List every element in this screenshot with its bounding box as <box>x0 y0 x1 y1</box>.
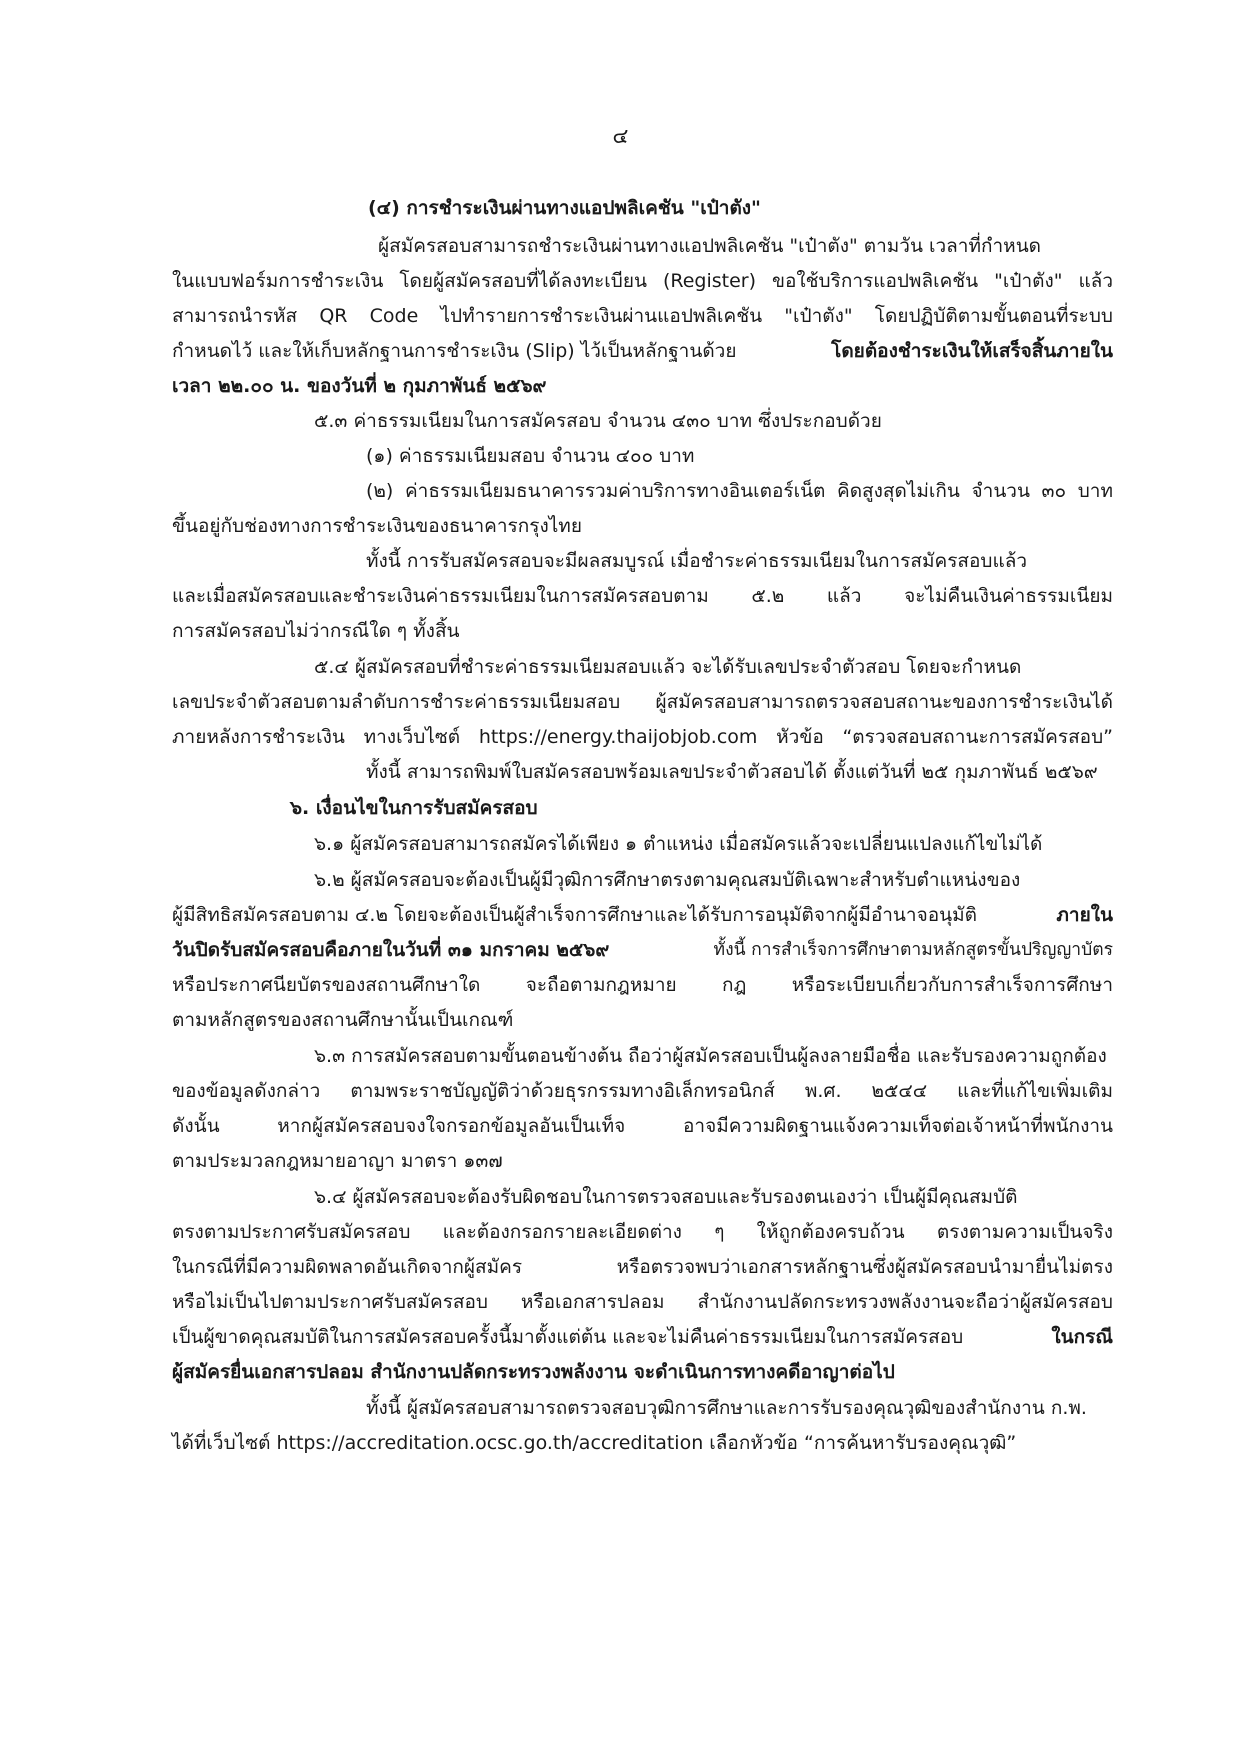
section-heading-6: ๖. เงื่อนไขในการรับสมัครสอบ <box>290 797 538 819</box>
paragraph-line: และเมื่อสมัครสอบและชำระเงินค่าธรรมเนียมในการสมัครสอบตาม ๕.๒ แล้ว จะไม่คืนเงินค่าธรรมเนียม <box>172 585 1113 607</box>
paragraph-line: ตามประมวลกฎหมายอาญา มาตรา ๑๓๗ <box>172 1150 503 1172</box>
paragraph-line: กำหนดไว้ และให้เก็บหลักฐานการชำระเงิน (Slip) ไว้เป็นหลักฐานด้วย <box>172 340 737 362</box>
clause-5-3-item-2: (๒) ค่าธรรมเนียมธนาคารรวมค่าบริการทางอินเตอร์เน็ต คิดสูงสุดไม่เกิน จำนวน ๓๐ บาท <box>366 480 1113 502</box>
paragraph-line: หรือประกาศนียบัตรของสถานศึกษาใด จะถือตามกฎหมาย กฎ หรือระเบียบเกี่ยวกับการสำเร็จการศึกษา <box>172 974 1113 996</box>
section-heading-pao-tang: (๔) การชำระเงินผ่านทางแอปพลิเคชัน "เป๋าตัง" <box>368 197 761 219</box>
paragraph-line: ผู้สมัครสอบสามารถชำระเงินผ่านทางแอปพลิเคชัน "เป๋าตัง" ตามวัน เวลาที่กำหนด <box>378 235 1042 257</box>
accreditation-link-line: ได้ที่เว็บไซต์ https://accreditation.ocsc.go.th/accreditation เลือกหัวข้อ “การค้นหารับรองคุณวุฒิ” <box>172 1432 1017 1454</box>
paragraph-line: ทั้งนี้ สามารถพิมพ์ใบสมัครสอบพร้อมเลขประจำตัวสอบได้ ตั้งแต่วันที่ ๒๕ กุมภาพันธ์ ๒๕๖๙ <box>366 761 1098 783</box>
paragraph-line: ตามหลักสูตรของสถานศึกษานั้นเป็นเกณฑ์ <box>172 1009 514 1031</box>
warning-emphasis: ในกรณี <box>1051 1326 1113 1348</box>
paragraph-line: ภายหลังการชำระเงิน ทางเว็บไซต์ https://energy.thaijobjob.com หัวข้อ “ตรวจสอบสถานะการสมัครสอบ” <box>172 726 1113 748</box>
paragraph-line: ดังนั้น หากผู้สมัครสอบจงใจกรอกข้อมูลอันเป็นเท็จ อาจมีความผิดฐานแจ้งความเท็จต่อเจ้าหน้าที่พนักงาน <box>172 1115 1113 1137</box>
clause-6-2: ๖.๒ ผู้สมัครสอบจะต้องเป็นผู้มีวุฒิการศึกษาตรงตามคุณสมบัติเฉพาะสำหรับตำแหน่งของ <box>314 869 1021 891</box>
warning-emphasis: ผู้สมัครยื่นเอกสารปลอม สำนักงานปลัดกระทรวงพลังงาน จะดำเนินการทางคดีอาญาต่อไป <box>172 1361 895 1383</box>
clause-5-4: ๕.๔ ผู้สมัครสอบที่ชำระค่าธรรมเนียมสอบแล้ว จะได้รับเลขประจำตัวสอบ โดยจะกำหนด <box>314 656 1022 678</box>
page-number: ๔ <box>612 124 629 148</box>
deadline-emphasis: วันปิดรับสมัครสอบคือภายในวันที่ ๓๑ มกราคม ๒๕๖๙ <box>172 939 610 961</box>
clause-5-3-item-1: (๑) ค่าธรรมเนียมสอบ จำนวน ๔๐๐ บาท <box>366 445 695 467</box>
paragraph-line: ตรงตามประกาศรับสมัครสอบ และต้องกรอกรายละเอียดต่าง ๆ ให้ถูกต้องครบถ้วน ตรงตามความเป็นจริง <box>172 1221 1113 1243</box>
paragraph-line: ในกรณีที่มีความผิดพลาดอันเกิดจากผู้สมัคร หรือตรวจพบว่าเอกสารหลักฐานซึ่งผู้สมัครสอบนำมายื่นไม่ตรง <box>172 1256 1113 1278</box>
deadline-emphasis: เวลา ๒๒.๐๐ น. ของวันที่ ๒ กุมภาพันธ์ ๒๕๖๙ <box>172 375 547 397</box>
paragraph-line: ทั้งนี้ ผู้สมัครสอบสามารถตรวจสอบวุฒิการศึกษาและการรับรองคุณวุฒิของสำนักงาน ก.พ. <box>366 1397 1087 1419</box>
paragraph-line: สามารถนำรหัส QR Code ไปทำรายการชำระเงินผ่านแอปพลิเคชัน "เป๋าตัง" โดยปฏิบัติตามขั้นตอนที่ระบบ <box>172 305 1113 327</box>
paragraph-line: ขึ้นอยู่กับช่องทางการชำระเงินของธนาคารกรุงไทย <box>172 515 582 537</box>
paragraph-line: หรือไม่เป็นไปตามประกาศรับสมัครสอบ หรือเอกสารปลอม สำนักงานปลัดกระทรวงพลังงานจะถือว่าผู้สมัครสอบ <box>172 1291 1113 1313</box>
paragraph-line: ทั้งนี้ การสำเร็จการศึกษาตามหลักสูตรขั้นปริญญาบัตร <box>713 940 1113 960</box>
paragraph-line: ทั้งนี้ การรับสมัครสอบจะมีผลสมบูรณ์ เมื่อชำระค่าธรรมเนียมในการสมัครสอบแล้ว <box>366 550 1028 572</box>
paragraph-line: ผู้มีสิทธิสมัครสอบตาม ๔.๒ โดยจะต้องเป็นผู้สำเร็จการศึกษาและได้รับการอนุมัติจากผู้มีอำนาจอนุมัติ <box>172 904 977 926</box>
deadline-emphasis: ภายใน <box>1056 904 1113 926</box>
paragraph-line: ของข้อมูลดังกล่าว ตามพระราชบัญญัติว่าด้วยธุรกรรมทางอิเล็กทรอนิกส์ พ.ศ. ๒๕๔๔ และที่แก้ไขเพิ่มเติม <box>172 1080 1113 1102</box>
paragraph-line: ในแบบฟอร์มการชำระเงิน โดยผู้สมัครสอบที่ได้ลงทะเบียน (Register) ขอใช้บริการแอปพลิเคชัน "เป๋าตัง" แล้ว <box>172 270 1113 292</box>
paragraph-line: เลขประจำตัวสอบตามลำดับการชำระค่าธรรมเนียมสอบ ผู้สมัครสอบสามารถตรวจสอบสถานะของการชำระเงินได้ <box>172 691 1113 713</box>
deadline-emphasis: โดยต้องชำระเงินให้เสร็จสิ้นภายใน <box>831 340 1113 362</box>
paragraph-line: เป็นผู้ขาดคุณสมบัติในการสมัครสอบครั้งนี้มาตั้งแต่ต้น และจะไม่คืนค่าธรรมเนียมในการสมัครสอบ <box>172 1326 964 1348</box>
clause-6-4: ๖.๔ ผู้สมัครสอบจะต้องรับผิดชอบในการตรวจสอบและรับรองตนเองว่า เป็นผู้มีคุณสมบัติ <box>314 1186 1018 1208</box>
paragraph-line: การสมัครสอบไม่ว่ากรณีใด ๆ ทั้งสิ้น <box>172 620 460 642</box>
clause-6-1: ๖.๑ ผู้สมัครสอบสามารถสมัครได้เพียง ๑ ตำแหน่ง เมื่อสมัครแล้วจะเปลี่ยนแปลงแก้ไขไม่ได้ <box>314 833 1043 855</box>
clause-6-3: ๖.๓ การสมัครสอบตามขั้นตอนข้างต้น ถือว่าผู้สมัครสอบเป็นผู้ลงลายมือชื่อ และรับรองความถูกต้อง <box>314 1045 1107 1067</box>
clause-5-3: ๕.๓ ค่าธรรมเนียมในการสมัครสอบ จำนวน ๔๓๐ บาท ซึ่งประกอบด้วย <box>314 410 882 432</box>
